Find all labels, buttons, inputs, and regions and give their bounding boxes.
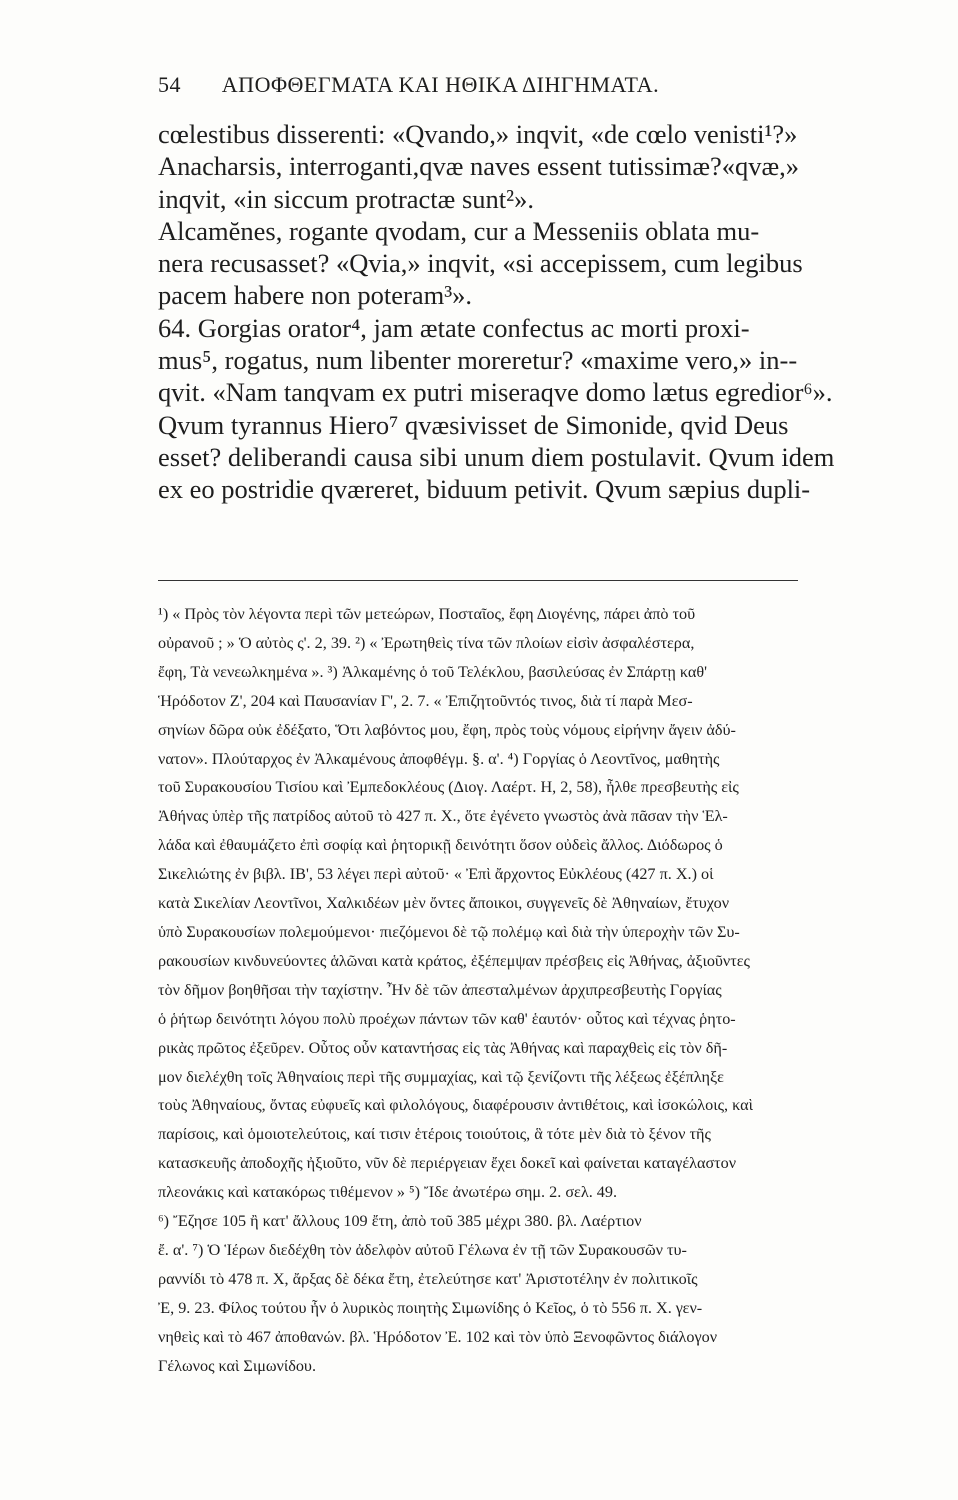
footnote-line: νηθεὶς καὶ τὸ 467 ἀποθανών. βλ. Ἡρόδοτον Ἐ. 102 καὶ τὸν ὑπὸ Ξενοφῶντος διάλογον [158, 1327, 718, 1346]
footnote-line: τοῦ Συρακουσίου Τισίου καὶ Ἐμπεδοκλέους (Διογ. Λαέρτ. Η, 2, 58), ἦλθε πρεσβευτὴς εἰς [158, 778, 739, 797]
footnote-line: Ἐ, 9. 23. Φίλος τούτου ἦν ὁ λυρικὸς ποιητὴς Σιμωνίδης ὁ Κεῖος, ὁ τὸ 556 π. Χ. γεν- [158, 1298, 703, 1317]
main-text-line: nera recusasset? «Qvia,» inqvit, «si accepissem, cum legibus [158, 248, 803, 279]
footnote-line: ἔ. α'. ⁷) Ὁ Ἱέρων διεδέχθη τὸν ἀδελφὸν αὐτοῦ Γέλωνα ἐν τῇ τῶν Συρακουσῶν τυ- [158, 1240, 687, 1259]
running-header [158, 72, 798, 98]
main-text-line: qvit. «Nam tanqvam ex putri miseraqve domo lætus egredior⁶». [158, 377, 833, 408]
main-text-line: Alcamĕnes, rogante qvodam, cur a Messeniis oblata mu- [158, 215, 760, 246]
main-text-line: esset? deliberandi causa sibi unum diem postulavit. Qvum idem [158, 441, 835, 472]
footnote-line: ¹) « Πρὸς τὸν λέγοντα περὶ τῶν μετεώρων, Ποσταῖος, ἔφη Διογένης, πάρει ἀπὸ τοῦ [158, 605, 696, 623]
footnote-line: τὸν δῆμον βοηθῆσαι τὴν ταχίστην. Ἦν δὲ τῶν ἀπεσταλμένων ἀρχιπρεσβευτὴς Γοργίας [158, 980, 722, 999]
footnote-line: ⁶) Ἔζησε 105 ἢ κατ' ἄλλους 109 ἔτη, ἀπὸ τοῦ 385 μέχρι 380. βλ. Λαέρτιον [158, 1212, 642, 1231]
footnote-line: ραννίδι τὸ 478 π. Χ, ἄρξας δὲ δέκα ἔτη, ἐτελεύτησε κατ' Ἀριστοτέλην ἐν πολιτικοῖς [158, 1269, 698, 1288]
main-text-line: 64. Gorgias orator⁴, jam ætate confectus ac morti proxi- [158, 312, 750, 343]
main-text-line: pacem habere non poteram³». [158, 280, 473, 311]
footnote-line: ρακουσίων κινδυνεύοντες ἁλῶναι κατὰ κράτος, ἐξέπεμψαν πρέσβεις εἰς Ἀθήνας, ἀξιοῦντες [158, 951, 750, 970]
footnote-line: λάδα καὶ ἐθαυμάζετο ἐπὶ σοφίᾳ καὶ ῥητορικῇ δεινότητι ὅσον οὐδεὶς ἄλλος. Διόδωρος ὁ [158, 836, 723, 855]
main-text-line: ex eo postridie qværeret, biduum petivit. Qvum sæpius dupli- [158, 474, 811, 505]
main-text [158, 118, 835, 506]
running-title: ΑΠΟΦΘΕΓΜΑΤΑ ΚΑΙ ΗΘΙΚΑ ΔΙΗΓΗΜΑΤΑ. [221, 72, 660, 97]
footnote-line: Γέλωνος καὶ Σιμωνίδου. [158, 1356, 316, 1375]
footnote-line: ρικὰς πρῶτος ἐξεῦρεν. Οὗτος οὖν καταντήσας εἰς τὰς Ἀθήνας καὶ παραχθεὶς εἰς τὸν δῆ- [158, 1038, 728, 1057]
footnote-line: Ἡρόδοτον Ζ', 204 καὶ Παυσανίαν Γ', 2. 7. « Ἐπιζητοῦντός τινος, διὰ τί παρὰ Μεσ- [158, 691, 693, 710]
footnote-line: ὁ ῥήτωρ δεινότητι λόγου πολὺ προέχων πάντων τῶν καθ' ἑαυτόν· οὗτος καὶ τέχνας ῥητο- [158, 1009, 736, 1028]
footnote-line: μον διελέχθη τοῖς Ἀθηναίοις περὶ τῆς συμμαχίας, καὶ τῷ ξενίζοντι τῆς λέξεως ἐξέπληξε [158, 1067, 724, 1086]
main-text-line: inqvit, «in siccum protractæ sunt²». [158, 183, 534, 214]
footnote-line: τοὺς Ἀθηναίους, ὄντας εὐφυεῖς καὶ φιλολόγους, διαφέρουσιν ἀντιθέτοις, καὶ ἰσοκώλοις, καὶ [158, 1096, 753, 1115]
footnote-line: πλεονάκις καὶ κατακόρως τιθέμενον » ⁵) Ἴδε ἀνωτέρω σημ. 2. σελ. 49. [158, 1183, 618, 1202]
footnote-line: νατον». Πλούταρχος ἐν Ἀλκαμένους ἀποφθέγμ. §. α'. ⁴) Γοργίας ὁ Λεοντῖνος, μαθητὴς [158, 749, 720, 768]
page-number: 54 [158, 72, 181, 97]
main-text-line: Qvum tyrannus Hiero⁷ qvæsivisset de Simonide, qvid Deus [158, 409, 789, 440]
footnotes [158, 600, 806, 1380]
main-text-line: Anacharsis, interroganti,qvæ naves essent tutissimæ?«qvæ,» [158, 151, 800, 182]
footnote-line: οὐρανοῦ ; » Ὁ αὐτὸς ς'. 2, 39. ²) « Ἐρωτηθεὶς τίνα τῶν πλοίων εἰσὶν ἀσφαλέστερα, [158, 633, 695, 652]
footnote-line: σηνίων δῶρα οὐκ ἐδέξατο, Ὅτι λαβόντος μου, ἔφη, πρὸς τοὺς νόμους εἰρήνην ἄγειν ἀδύ- [158, 720, 736, 739]
main-text-line: mus⁵, rogatus, num libenter moreretur? «maxime vero,» in-- [158, 345, 798, 376]
footnote-line: Ἀθήνας ὑπὲρ τῆς πατρίδος αὐτοῦ τὸ 427 π. Χ., ὅτε ἐγένετο γνωστὸς ἀνὰ πᾶσαν τὴν Ἑλ- [158, 807, 728, 826]
footnote-line: κατασκευῆς ἀποδοχῆς ἠξιοῦτο, νῦν δὲ περιέργειαν ἔχει δοκεῖ καὶ φαίνεται καταγέλαστον [158, 1154, 737, 1173]
footnote-line: Σικελιώτης ἐν βιβλ. ΙΒ', 53 λέγει περὶ αὐτοῦ· « Ἐπὶ ἄρχοντος Εὐκλέους (427 π. Χ.) οἱ [158, 865, 714, 884]
footnote-line: ὑπὸ Συρακουσίων πολεμούμενοι· πιεζόμενοι δὲ τῷ πολέμῳ καὶ διὰ τὴν ὑπεροχὴν τῶν Συ- [158, 922, 740, 941]
main-text-line: cœlestibus disserenti: «Qvando,» inqvit, «de cœlo venisti¹?» [158, 119, 798, 149]
footnote-line: ἔφη, Τὰ νενεωλκημένα ». ³) Ἀλκαμένης ὁ τοῦ Τελέκλου, βασιλεύσας ἐν Σπάρτῃ καθ' [158, 662, 708, 681]
footnote-divider [158, 580, 798, 581]
footnote-line: παρίσοις, καὶ ὁμοιοτελεύτοις, καί τισιν ἑτέροις τοιούτοις, ἃ τότε μὲν διὰ τὸ ξένον τῆς [158, 1125, 711, 1144]
footnote-line: κατὰ Σικελίαν Λεοντῖνοι, Χαλκιδέων μὲν ὄντες ἄποικοι, συγγενεῖς δὲ Ἀθηναίων, ἔτυχον [158, 894, 730, 913]
